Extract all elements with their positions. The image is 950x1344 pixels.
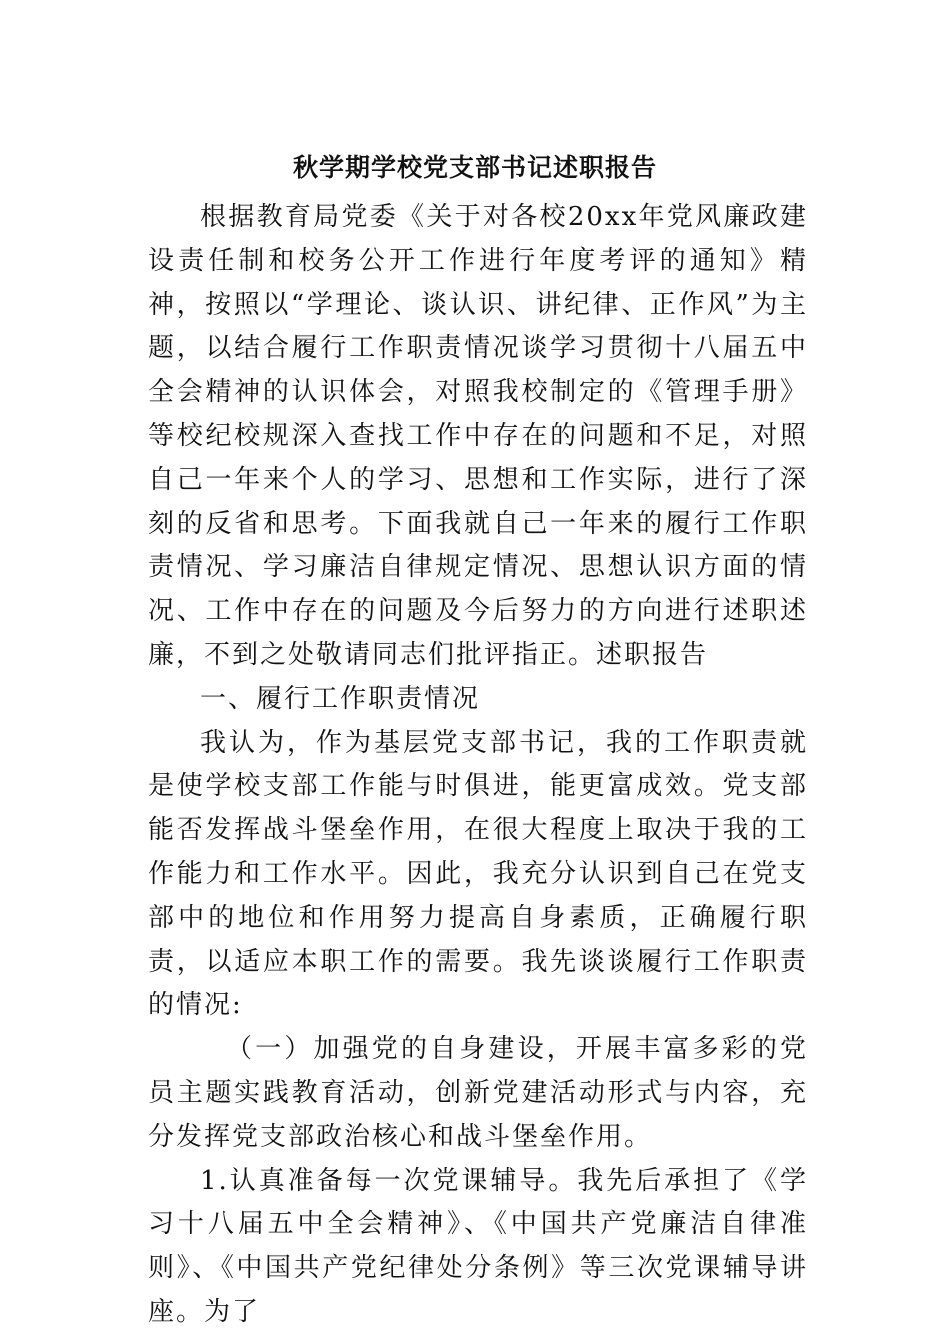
- paragraph-intro: 根据教育局党委《关于对各校20xx年党风廉政建设责任制和校务公开工作进行年度考评的通知》精神，按照以“学理论、谈认识、讲纪律、正作风”为主题，以结合履行工作职责情况谈学习贯彻十八届五中全会精神的认识体会，对照我校制定的《管理手册》等校纪校规深入查找工作中存在的问题和不足，对照自己一年来个人的学习、思想和工作实际，进行了深刻的反省和思考。下面我就自己一年来的履行工作职责情况、学习廉洁自律规定情况、思想认识方面的情况、工作中存在的问题及今后努力的方向进行述职述廉，不到之处敬请同志们批评指正。述职报告: [148, 202, 808, 670]
- document-title: 秋学期学校党支部书记述职报告: [292, 153, 657, 182]
- paragraph-duties: 我认为，作为基层党支部书记，我的工作职责就是使学校支部工作能与时俱进，能更富成效。党支部能否发挥战斗堡垒作用，在很大程度上取决于我的工作能力和工作水平。因此，我充分认识到自己在党支部中的地位和作用努力提高自身素质，正确履行职责，以适应本职工作的需要。我先谈谈履行工作职责的情况:: [148, 727, 808, 1021]
- paragraph-party-lessons: 1.认真准备每一次党课辅导。我先后承担了《学习十八届五中全会精神》、《中国共产党廉洁自律准则》、《中国共产党纪律处分条例》等三次党课辅导讲座。为了: [148, 1165, 808, 1327]
- document-body: [148, 196, 808, 1335]
- subsection-heading-party-building: （一）加强党的自身建设，开展丰富多彩的党员主题实践教育活动，创新党建活动形式与内容，充分发挥党支部政治核心和战斗堡垒作用。: [148, 1034, 808, 1152]
- section-heading-duties: 一、履行工作职责情况: [200, 683, 481, 714]
